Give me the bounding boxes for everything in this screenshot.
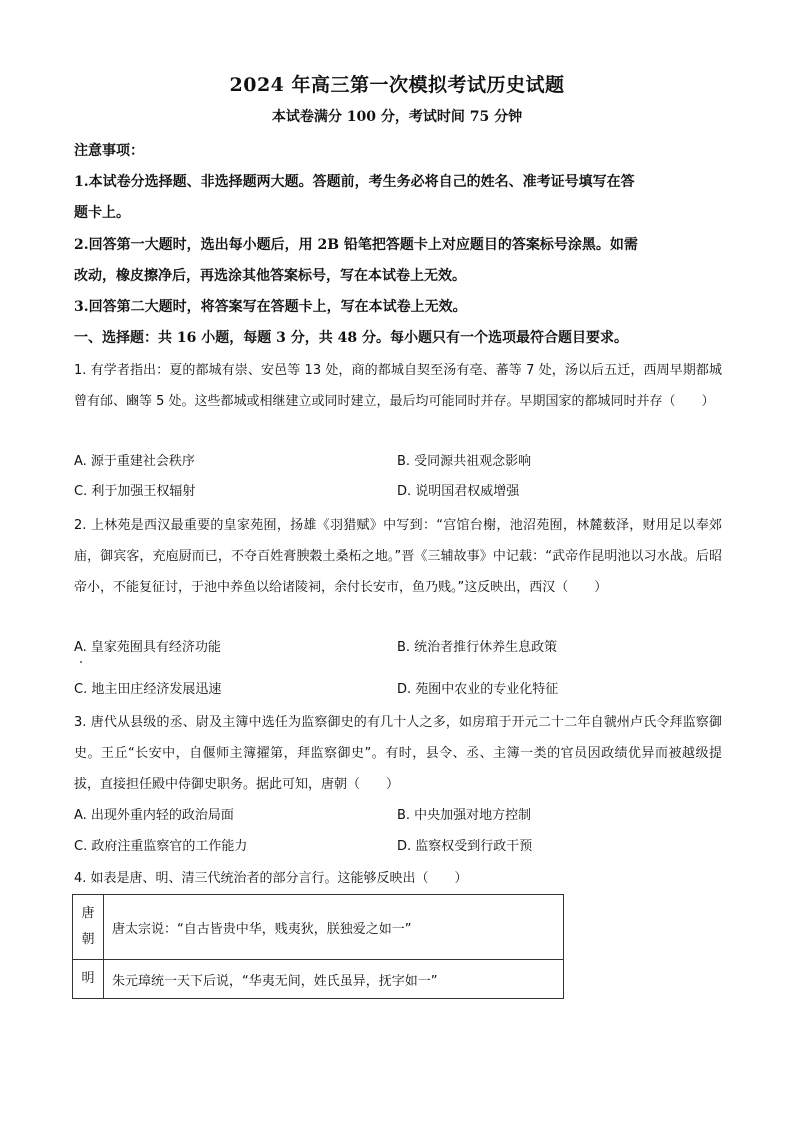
section-heading: 一、选择题：共 16 小题，每题 3 分，共 48 分。每小题只有一个选项最符合题目要求。: [74, 330, 628, 346]
dynasty-label-line-1: 唐: [81, 906, 95, 921]
notes-item-3: 3.回答第二大题时，将答案写在答题卡上，写在本试卷上无效。: [74, 299, 467, 315]
notes-item-2-line-1: 2.回答第一大题时，选出每小题后，用 2B 铅笔把答题卡上对应题目的答案标号涂黑。如需: [74, 237, 638, 253]
question-2-stem: 2. 上林苑是西汉最重要的皇家苑囿，扬雄《羽猎赋》中写到：“宫馆台榭，池沼苑囿，林麓薮泽，财用足以奉郊庙，御宾客，充庖厨而已，不夺百姓膏腴穀土桑柘之地。”晋《三辅故事》中记载：“武帝作昆明池以习水战。后昭帝小，不能复征讨，于池中养鱼以给诸陵祠，余付长安市，鱼乃贱。”这反映出，西汉（ ）: [74, 518, 722, 595]
question-3-stem: 3. 唐代从县级的丞、尉及主簿中选任为监察御史的有几十人之多，如房琯于开元二十二年自虢州卢氏令拜监察御史。王丘“长安中，自偃师主簿擢第，拜监察御史”。有时，县令、丞、主簿一类的官员因政绩优异而被越级提拔，直接担任殿中侍御史职务。据此可知，唐朝（ ）: [74, 715, 722, 792]
question-2-option-d[interactable]: D. 苑囿中农业的专业化特征: [397, 682, 559, 697]
quote-cell: 朱元璋统一天下后说，“华夷无间，姓氏虽异，抚字如一”: [104, 960, 564, 999]
table-row: [73, 960, 564, 999]
exam-subtitle: 本试卷满分 100 分，考试时间 75 分钟: [271, 109, 523, 125]
dynasty-label-line-1: 明: [81, 971, 95, 986]
question-2-option-a[interactable]: A. 皇家苑囿具有经济功能: [74, 640, 221, 655]
dynasty-label-line-2: 朝: [81, 932, 95, 947]
quote-table: [72, 894, 564, 999]
notes-heading: 注意事项：: [74, 143, 144, 159]
dynasty-cell: [73, 960, 104, 999]
question-2-option-c[interactable]: C. 地主田庄经济发展迅速: [74, 682, 222, 697]
notes-item-1-line-2: 题卡上。: [74, 205, 130, 221]
question-3-option-d[interactable]: D. 监察权受到行政干预: [397, 839, 533, 854]
question-4-stem: 4. 如表是唐、明、清三代统治者的部分言行。这能够反映出（ ）: [74, 871, 468, 886]
question-1-option-b[interactable]: B. 受同源共祖观念影响: [397, 454, 532, 469]
question-1-option-c[interactable]: C. 利于加强王权辐射: [74, 484, 196, 499]
notes-item-1-line-1: 1.本试卷分选择题、非选择题两大题。答题前，考生务必将自己的姓名、准考证号填写在答: [74, 174, 635, 190]
question-2-option-b[interactable]: B. 统治者推行休养生息政策: [397, 640, 558, 655]
question-3-option-b[interactable]: B. 中央加强对地方控制: [397, 808, 532, 823]
page-title: 2024 年高三第一次模拟考试历史试题: [229, 74, 565, 96]
table-row: [73, 895, 564, 960]
question-1-option-a[interactable]: A. 源于重建社会秩序: [74, 454, 195, 469]
stray-dot-mark: [80, 661, 82, 663]
question-1-stem: 1. 有学者指出：夏的都城有崇、安邑等 13 处，商的都城自契至汤有亳、蕃等 7 处，汤以后五迁，西周早期都城曾有邰、豳等 5 处。这些都城或相继建立或同时建立，最后均可能同时并存。早期国家的都城同时并存（ ）: [74, 363, 722, 409]
question-3-option-a[interactable]: A. 出现外重内轻的政治局面: [74, 808, 234, 823]
question-1-option-d[interactable]: D. 说明国君权威增强: [397, 484, 520, 499]
quote-cell: 唐太宗说：“自古皆贵中华，贱夷狄，朕独爱之如一”: [104, 895, 564, 960]
notes-item-2-line-2: 改动，橡皮擦净后，再选涂其他答案标号，写在本试卷上无效。: [74, 268, 466, 284]
question-3-option-c[interactable]: C. 政府注重监察官的工作能力: [74, 839, 248, 854]
dynasty-cell: [73, 895, 104, 960]
